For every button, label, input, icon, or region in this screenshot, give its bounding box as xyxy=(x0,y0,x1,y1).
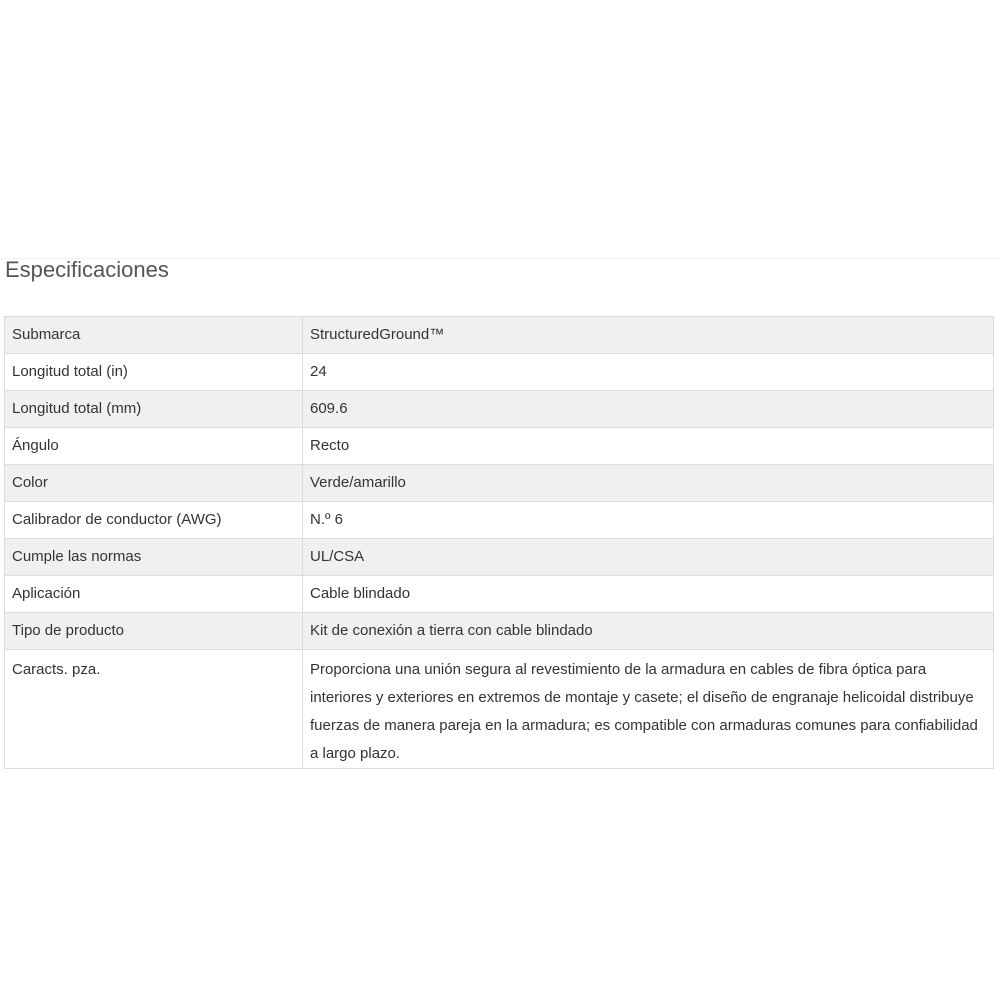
spec-value: Proporciona una unión segura al revestimiento de la armadura en cables de fibra óptica para interiores y exteriores en extremos de montaje y casete; el diseño de engranaje helicoidal distribuye fuerzas de manera pareja en la armadura; es compatible con armaduras comunes para confiabilidad a largo plazo. xyxy=(303,650,994,769)
spec-value: 24 xyxy=(303,354,994,391)
spec-label: Aplicación xyxy=(5,576,303,613)
table-row xyxy=(5,576,994,613)
table-row xyxy=(5,613,994,650)
spec-value: Recto xyxy=(303,428,994,465)
spec-label: Submarca xyxy=(5,317,303,354)
table-row xyxy=(5,317,994,354)
spec-value: StructuredGround™ xyxy=(303,317,994,354)
table-row xyxy=(5,354,994,391)
spec-label: Longitud total (in) xyxy=(5,354,303,391)
table-row xyxy=(5,428,994,465)
spec-label: Color xyxy=(5,465,303,502)
spec-value: 609.6 xyxy=(303,391,994,428)
spec-label: Tipo de producto xyxy=(5,613,303,650)
spec-value: Cable blindado xyxy=(303,576,994,613)
spec-label: Calibrador de conductor (AWG) xyxy=(5,502,303,539)
spec-value: N.º 6 xyxy=(303,502,994,539)
table-row xyxy=(5,391,994,428)
section-title: Especificaciones xyxy=(5,257,169,282)
table-row xyxy=(5,650,994,769)
spec-label: Ángulo xyxy=(5,428,303,465)
spec-label: Cumple las normas xyxy=(5,539,303,576)
spec-value: Kit de conexión a tierra con cable blindado xyxy=(303,613,994,650)
spec-value: Verde/amarillo xyxy=(303,465,994,502)
table-row xyxy=(5,465,994,502)
table-row xyxy=(5,502,994,539)
spec-value: UL/CSA xyxy=(303,539,994,576)
specifications-table xyxy=(4,316,994,769)
spec-label: Longitud total (mm) xyxy=(5,391,303,428)
table-row xyxy=(5,539,994,576)
spec-label: Caracts. pza. xyxy=(5,650,303,769)
